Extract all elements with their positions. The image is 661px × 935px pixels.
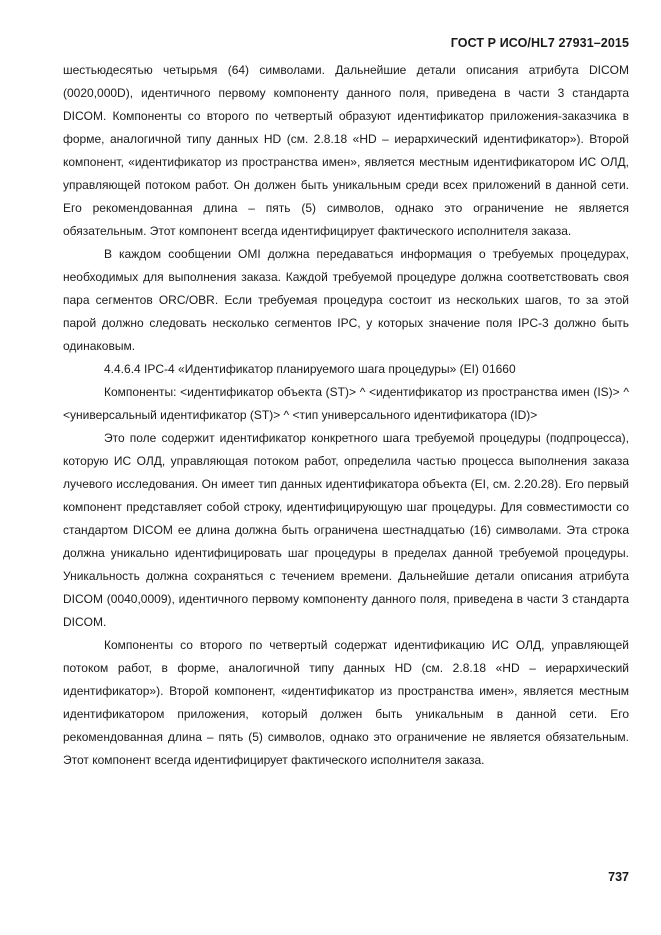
paragraph-components: Компоненты: <идентификатор объекта (ST)> ^ <идентификатор из пространства имен (IS)> ^ <универсальный идентификатор (ST)> ^ <тип универсального идентификатора (ID)>	[63, 385, 629, 422]
page-number: 737	[608, 870, 629, 884]
paragraph-continuation: шестьюдесятью четырьмя (64) символами. Дальнейшие детали описания атрибута DICOM (0020,000D), идентичного первому компоненту данного поля, приведена в части 3 стандарта DICOM. Компоненты со второго по четвертый образуют идентификатор приложения-заказчика в форме, аналогичной типу данных HD (см. 2.8.18 «HD – иерархический идентификатор»). Второй компонент, «идентификатор из пространства имен», является местным идентификатором ИС ОЛД, управляющей потоком работ. Он должен быть уникальным среди всех приложений в данной сети. Его рекомендованная длина – пять (5) символов, однако это ограничение не является обязательным. Этот компонент всегда идентифицирует фактического исполнителя заказа.	[63, 63, 629, 238]
paragraph-field-description: Это поле содержит идентификатор конкретного шага требуемой процедуры (подпроцесса), которую ИС ОЛД, управляющая потоком работ, определила частью процесса выполнения заказа лучевого исследования. Он имеет тип данных идентификатора объекта (EI, см. 2.20.28). Его первый компонент представляет собой строку, идентифицирующую шаг процедуры. Для совместимости со стандартом DICOM ее длина должна быть ограничена шестнадцатью (16) символами. Эта строка должна уникально идентифицировать шаг процедуры в пределах данной требуемой процедуры. Уникальность должна сохраняться с течением времени. Дальнейшие детали описания атрибута DICOM (0040,0009), идентичного первому компоненту данного поля, приведена в части 3 стандарта DICOM.	[63, 431, 629, 629]
section-heading-ipc4: 4.4.6.4 IPC-4 «Идентификатор планируемого шага процедуры» (EI) 01660	[104, 362, 516, 376]
paragraph-components-2-4: Компоненты со второго по четвертый содержат идентификацию ИС ОЛД, управляющей потоком работ, в форме, аналогичной типу данных HD (см. 2.8.18 «HD – иерархический идентификатор»). Второй компонент, «идентификатор из пространства имен», является местным идентификатором приложения, который должен быть уникальным в данной сети. Его рекомендованная длина – пять (5) символов, однако это ограничение не является обязательным. Этот компонент всегда идентифицирует фактического исполнителя заказа.	[63, 638, 629, 767]
standard-header: ГОСТ Р ИСО/HL7 27931–2015	[450, 36, 629, 50]
body-text	[63, 59, 629, 772]
paragraph-omi: В каждом сообщении OMI должна передаваться информация о требуемых процедурах, необходимых для выполнения заказа. Каждой требуемой процедуре должна соответствовать своя пара сегментов ORC/OBR. Если требуемая процедура состоит из нескольких шагов, то за этой парой должно следовать несколько сегментов IPC, у которых значение поля IPC-3 должно быть одинаковым.	[63, 247, 629, 353]
